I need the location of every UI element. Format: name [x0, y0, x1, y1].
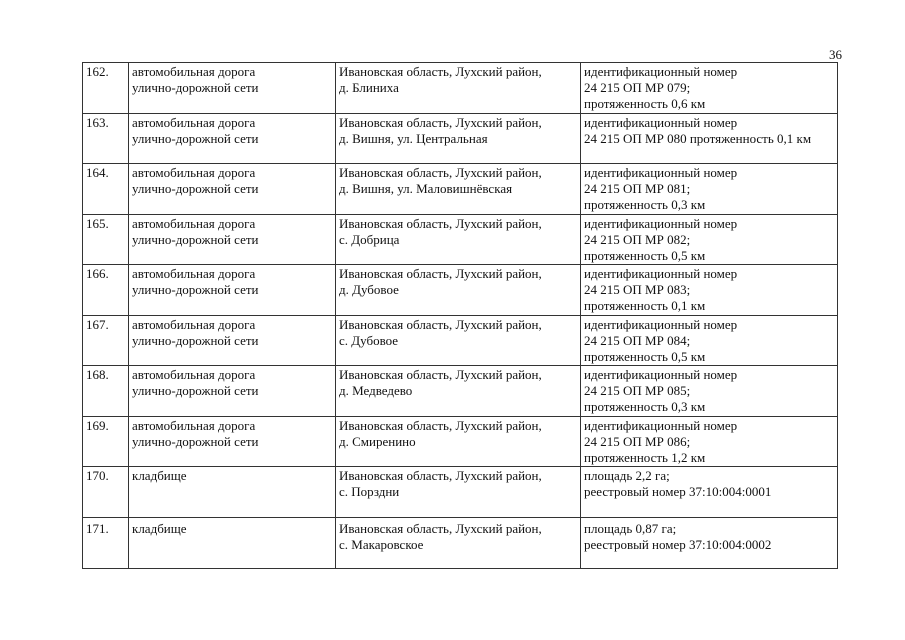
object-details: идентификационный номер 24 215 ОП МР 079; протяженность 0,6 км — [581, 63, 838, 114]
table-row — [83, 467, 838, 518]
row-number: 167. — [83, 315, 129, 366]
object-details: площадь 2,2 га; реестровый номер 37:10:004:0001 — [581, 467, 838, 518]
row-number: 165. — [83, 214, 129, 265]
object-name: кладбище — [129, 467, 336, 518]
object-address: Ивановская область, Лухский район, д. Вишня, ул. Центральная — [336, 113, 581, 164]
table-row — [83, 63, 838, 114]
object-name: автомобильная дорога улично-дорожной сети — [129, 214, 336, 265]
object-name: автомобильная дорога улично-дорожной сети — [129, 416, 336, 467]
page-number: 36 — [829, 47, 842, 62]
table-row — [83, 214, 838, 265]
object-address: Ивановская область, Лухский район, с. Добрица — [336, 214, 581, 265]
object-address: Ивановская область, Лухский район, с. Порздни — [336, 467, 581, 518]
table-row — [83, 366, 838, 417]
object-details: идентификационный номер 24 215 ОП МР 084; протяженность 0,5 км — [581, 315, 838, 366]
row-number: 170. — [83, 467, 129, 518]
table-row — [83, 315, 838, 366]
object-address: Ивановская область, Лухский район, с. Макаровское — [336, 518, 581, 569]
row-number: 168. — [83, 366, 129, 417]
object-name: автомобильная дорога улично-дорожной сети — [129, 63, 336, 114]
object-details: идентификационный номер 24 215 ОП МР 080 протяженность 0,1 км — [581, 113, 838, 164]
object-details: идентификационный номер 24 215 ОП МР 085; протяженность 0,3 км — [581, 366, 838, 417]
registry-table — [82, 62, 838, 569]
object-details: идентификационный номер 24 215 ОП МР 083; протяженность 0,1 км — [581, 265, 838, 316]
object-name: автомобильная дорога улично-дорожной сети — [129, 164, 336, 215]
object-details: идентификационный номер 24 215 ОП МР 081; протяженность 0,3 км — [581, 164, 838, 215]
object-name: автомобильная дорога улично-дорожной сети — [129, 265, 336, 316]
object-address: Ивановская область, Лухский район, д. Вишня, ул. Маловишнёвская — [336, 164, 581, 215]
object-address: Ивановская область, Лухский район, с. Дубовое — [336, 315, 581, 366]
object-address: Ивановская область, Лухский район, д. Блиниха — [336, 63, 581, 114]
row-number: 164. — [83, 164, 129, 215]
object-name: автомобильная дорога улично-дорожной сети — [129, 113, 336, 164]
object-address: Ивановская область, Лухский район, д. Дубовое — [336, 265, 581, 316]
row-number: 163. — [83, 113, 129, 164]
table-row — [83, 416, 838, 467]
object-details: идентификационный номер 24 215 ОП МР 082; протяженность 0,5 км — [581, 214, 838, 265]
object-name: автомобильная дорога улично-дорожной сети — [129, 366, 336, 417]
row-number: 171. — [83, 518, 129, 569]
row-number: 162. — [83, 63, 129, 114]
table-row — [83, 113, 838, 164]
object-name: автомобильная дорога улично-дорожной сети — [129, 315, 336, 366]
object-name: кладбище — [129, 518, 336, 569]
object-address: Ивановская область, Лухский район, д. Смиренино — [336, 416, 581, 467]
row-number: 169. — [83, 416, 129, 467]
table-row — [83, 518, 838, 569]
table-row — [83, 164, 838, 215]
object-address: Ивановская область, Лухский район, д. Медведево — [336, 366, 581, 417]
table-row — [83, 265, 838, 316]
row-number: 166. — [83, 265, 129, 316]
object-details: идентификационный номер 24 215 ОП МР 086; протяженность 1,2 км — [581, 416, 838, 467]
object-details: площадь 0,87 га; реестровый номер 37:10:004:0002 — [581, 518, 838, 569]
